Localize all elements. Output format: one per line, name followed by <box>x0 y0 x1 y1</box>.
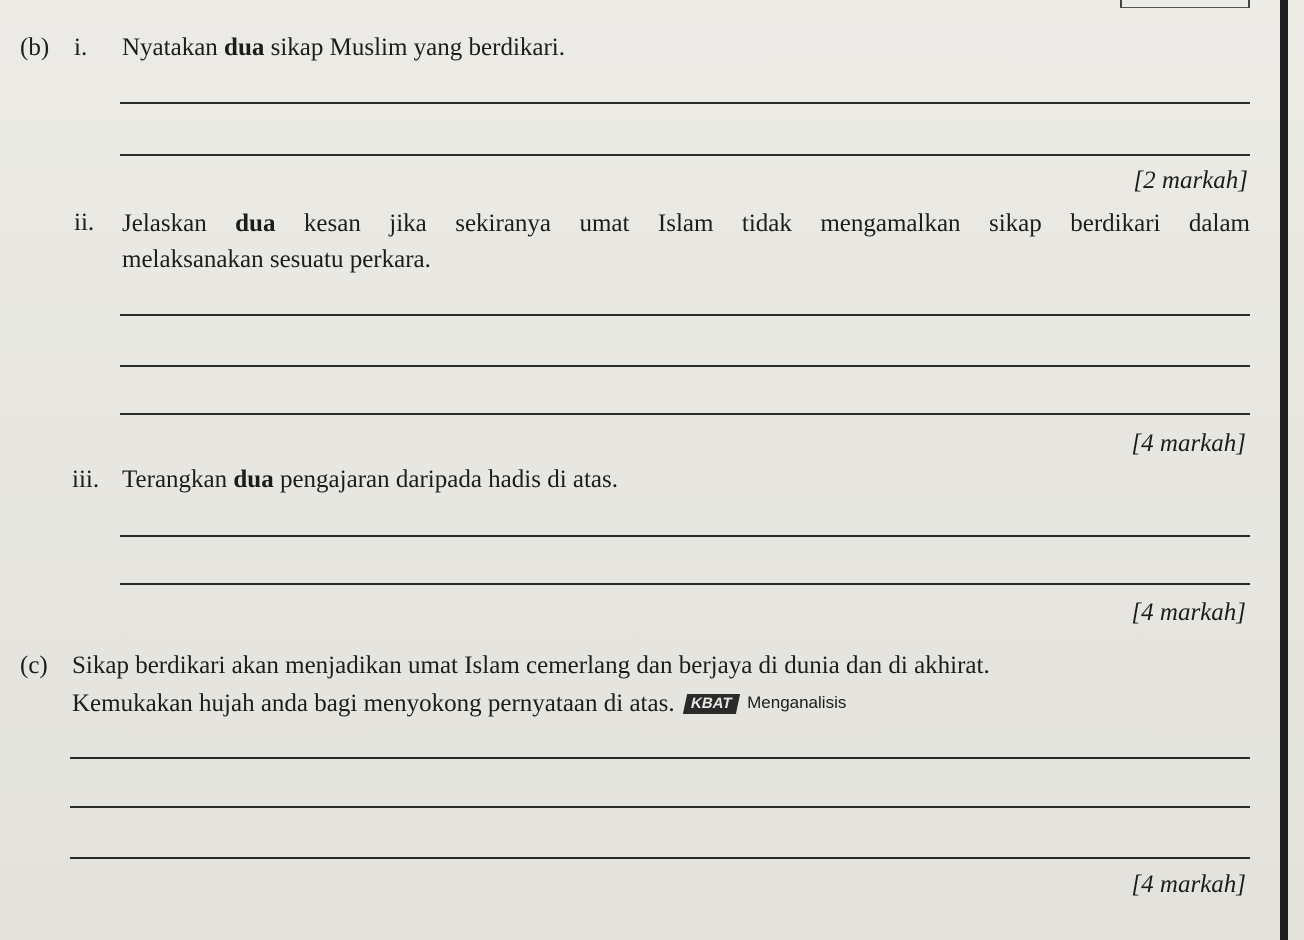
marks-b-iii: [4 markah] <box>1131 599 1246 626</box>
page-right-border <box>1280 0 1288 940</box>
answer-line <box>70 757 1250 759</box>
answer-line <box>120 365 1250 367</box>
question-b-ii-line2: melaksanakan sesuatu perkara. <box>122 246 431 273</box>
answer-line <box>120 154 1250 156</box>
section-c-label: (c) <box>20 652 48 679</box>
kbat-badge: KBAT <box>682 694 739 714</box>
marks-c: [4 markah] <box>1131 871 1246 898</box>
answer-line <box>120 102 1250 104</box>
question-c-line2: Kemukakan hujah anda bagi menyokong pernyataan di atas. KBAT Menganalisis <box>72 690 847 717</box>
answer-line <box>120 413 1250 415</box>
marks-b-i: [2 markah] <box>1133 167 1248 194</box>
section-b-label: (b) <box>20 34 50 61</box>
question-b-ii-number: ii. <box>74 209 95 236</box>
answer-line <box>120 583 1250 585</box>
kbat-level: Menganalisis <box>747 693 847 712</box>
bold-dua: dua <box>233 466 274 493</box>
top-marks-box <box>1120 0 1250 8</box>
question-b-i-text: Nyatakan dua sikap Muslim yang berdikari. <box>122 34 566 61</box>
question-b-ii-line1: Jelaskan dua kesan jika sekiranya umat Islam tidak mengamalkan sikap berdikari dalam <box>122 210 1250 237</box>
bold-dua: dua <box>235 210 276 237</box>
bold-dua: dua <box>224 34 265 61</box>
question-c-line1: Sikap berdikari akan menjadikan umat Islam cemerlang dan berjaya di dunia dan di akhirat. <box>72 652 990 679</box>
question-b-iii-number: iii. <box>72 466 100 493</box>
marks-b-ii: [4 markah] <box>1131 430 1246 457</box>
question-b-i-number: i. <box>74 34 88 61</box>
answer-line <box>70 857 1250 859</box>
answer-line <box>120 314 1250 316</box>
answer-line <box>120 535 1250 537</box>
answer-line <box>70 806 1250 808</box>
question-b-iii-text: Terangkan dua pengajaran daripada hadis di atas. <box>122 466 619 493</box>
